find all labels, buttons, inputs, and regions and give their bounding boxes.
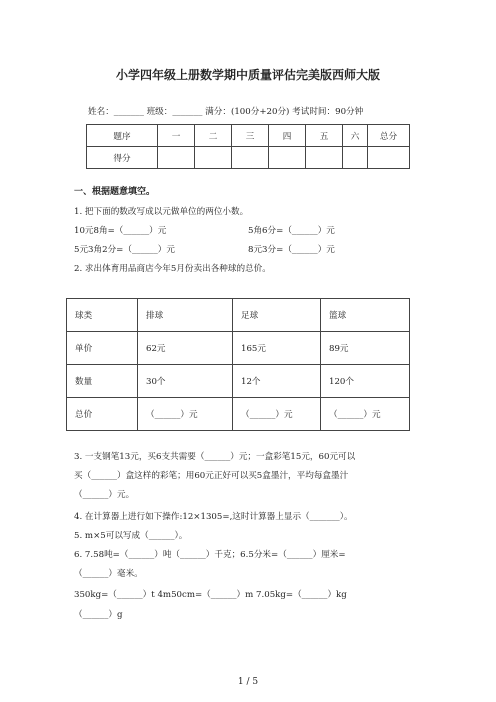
table-row — [67, 365, 410, 398]
table-cell: 12个 — [233, 365, 321, 398]
question-3-line: 买（______）盒这样的彩笔；用60元正好可以买5盒墨汁，平均每盒墨汁 — [74, 471, 349, 481]
question-5: 5. m×5可以写成（______）。 — [74, 531, 188, 541]
question-6-line: （______）毫米。 — [74, 569, 143, 579]
score-header-cell: 五 — [306, 125, 343, 147]
question-4: 4. 在计算器上进行如下操作:12×1305=,这时计算器上显示（_______）。 — [74, 512, 353, 522]
table-header-cell: 足球 — [233, 299, 321, 332]
table-row — [67, 299, 410, 332]
score-input-cell[interactable] — [368, 147, 410, 169]
question-1: 1. 把下面的数改写成以元做单位的两位小数。 — [74, 207, 249, 217]
section-heading: 一、根据题意填空。 — [74, 187, 156, 197]
goods-table — [66, 298, 410, 431]
question-3-line: （______）元。 — [74, 490, 135, 500]
question-2: 2. 求出体育用品商店今年5月份卖出各种球的总价。 — [74, 264, 271, 274]
table-header-cell: 球类 — [67, 299, 138, 332]
table-cell: 89元 — [321, 332, 410, 365]
q1-item: 8元3分=（______）元 — [248, 245, 335, 255]
score-table-header-row — [87, 125, 410, 147]
score-input-cell[interactable] — [195, 147, 232, 169]
q1-item: 10元8角=（______）元 — [74, 226, 167, 236]
question-3-line: 3. 一支钢笔13元，买6支共需要（______）元；一盒彩笔15元，60元可以 — [74, 452, 356, 462]
score-table — [86, 124, 410, 169]
table-cell: 120个 — [321, 365, 410, 398]
table-cell: 30个 — [138, 365, 233, 398]
q1-item: 5角6分=（______）元 — [248, 226, 335, 236]
answer-blank-cell[interactable]: （______）元 — [233, 398, 321, 431]
score-header-cell: 一 — [158, 125, 195, 147]
score-table-score-row — [87, 147, 410, 169]
score-header-cell: 三 — [232, 125, 269, 147]
table-row — [67, 398, 410, 431]
score-input-cell[interactable] — [343, 147, 368, 169]
question-6-line: 350kg=（______）t 4m50cm=（______）m 7.05kg=（______）kg — [74, 590, 347, 600]
page-number: 1 / 5 — [237, 677, 259, 687]
table-cell: 单价 — [67, 332, 138, 365]
table-cell: 165元 — [233, 332, 321, 365]
table-row — [67, 332, 410, 365]
info-line: 姓名：_______ 班级：_______ 满分：(100分+20分) 考试时间：90分钟 — [88, 107, 364, 117]
table-cell: 总价 — [67, 398, 138, 431]
table-cell: 62元 — [138, 332, 233, 365]
score-header-cell: 题序 — [87, 125, 158, 147]
score-input-cell[interactable] — [158, 147, 195, 169]
table-header-cell: 排球 — [138, 299, 233, 332]
question-6-line: （______）g — [74, 610, 123, 620]
answer-blank-cell[interactable]: （______）元 — [138, 398, 233, 431]
score-input-cell[interactable] — [269, 147, 306, 169]
question-6-line: 6. 7.58吨=（______）吨（______）千克；6.5分米=（______）厘米= — [74, 550, 346, 560]
table-cell: 数量 — [67, 365, 138, 398]
table-header-cell: 篮球 — [321, 299, 410, 332]
document-title: 小学四年级上册数学期中质量评估完美版西师大版 — [115, 68, 380, 82]
score-input-cell[interactable] — [232, 147, 269, 169]
score-header-cell: 六 — [343, 125, 368, 147]
score-header-cell: 四 — [269, 125, 306, 147]
answer-blank-cell[interactable]: （______）元 — [321, 398, 410, 431]
score-header-cell: 总分 — [368, 125, 410, 147]
score-header-cell: 二 — [195, 125, 232, 147]
score-input-cell[interactable] — [306, 147, 343, 169]
q1-item: 5元3角2分=（______）元 — [74, 245, 175, 255]
score-row-label: 得分 — [87, 147, 158, 169]
